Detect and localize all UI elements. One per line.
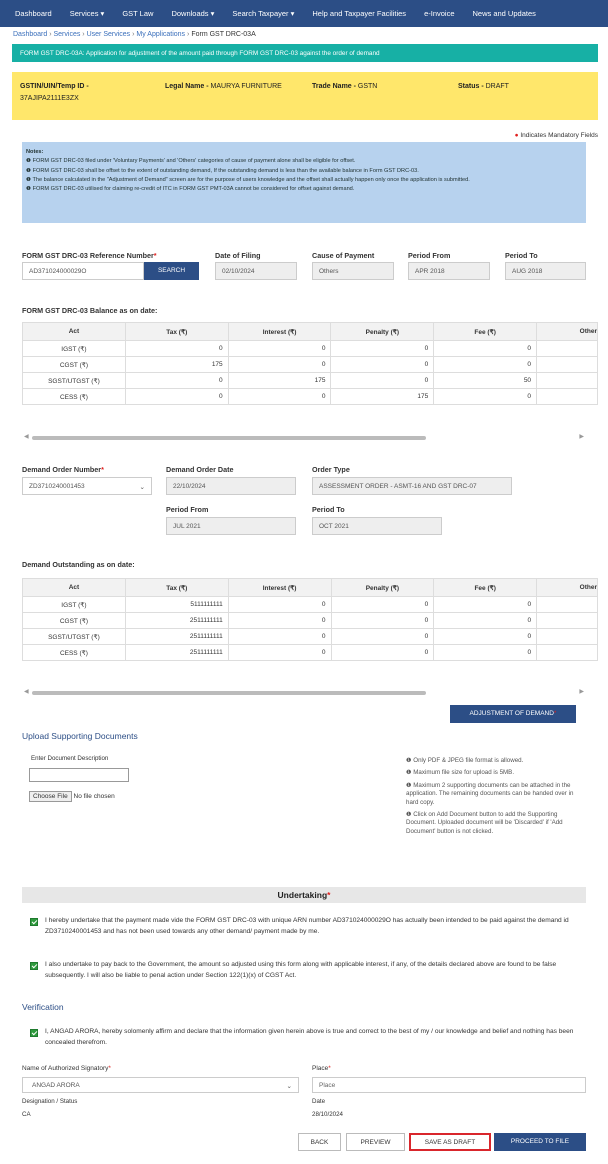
nav-dashboard[interactable]: Dashboard xyxy=(15,9,52,18)
crumb-current: Form GST DRC-03A xyxy=(191,31,256,38)
balance-scrollbar[interactable] xyxy=(22,433,586,441)
undertaking-checkbox-1[interactable] xyxy=(30,918,38,926)
signatory-select[interactable]: ANGAD ARORA ⌄ xyxy=(22,1077,299,1093)
balance-title: FORM GST DRC-03 Balance as on date: xyxy=(22,306,158,315)
signatory-label: Name of Authorized Signatory* xyxy=(22,1065,111,1072)
demand-number-select[interactable]: ZD3710240001453 ⌄ xyxy=(22,477,152,495)
outstanding-title: Demand Outstanding as on date: xyxy=(22,560,135,569)
note-item: ❶ FORM GST DRC-03 utilised for claiming re-credit of ITC in FORM GST PMT-03A cannot be considered for offset against demand. xyxy=(26,186,355,193)
order-type-field: ASSESSMENT ORDER - ASMT-16 AND GST DRC-07 xyxy=(312,477,512,495)
nav-downloads[interactable]: Downloads ▾ xyxy=(171,9,215,18)
demand-period-from-label: Period From xyxy=(166,505,209,514)
undertaking-checkbox-2[interactable] xyxy=(30,962,38,970)
designation-value: CA xyxy=(22,1111,31,1118)
nav-news[interactable]: News and Updates xyxy=(472,9,536,18)
note-item: ❶ FORM GST DRC-03 filed under 'Voluntary Payments' and 'Others' categories of cause of payment alone shall be eligible for offset. xyxy=(26,158,356,165)
adjustment-of-demand-button[interactable]: ADJUSTMENT OF DEMAND* xyxy=(450,705,576,723)
proceed-to-file-button[interactable]: PROCEED TO FILE xyxy=(494,1133,586,1151)
ref-label: FORM GST DRC-03 Reference Number* xyxy=(22,251,157,260)
demand-period-to-label: Period To xyxy=(312,505,345,514)
table-row: IGST (₹) 5111111111 0 0 0 xyxy=(23,597,598,613)
breadcrumb: Dashboard › Services › User Services › My Applications › Form GST DRC-03A xyxy=(13,31,256,38)
period-to-field: AUG 2018 xyxy=(505,262,586,280)
scroll-right-icon: ▶ xyxy=(579,689,584,695)
cause-field: Others xyxy=(312,262,394,280)
save-as-draft-button[interactable]: SAVE AS DRAFT xyxy=(409,1133,491,1151)
gstin-value: 37AJIPA2111E3ZX xyxy=(20,95,79,102)
place-input[interactable]: Place xyxy=(312,1077,586,1093)
verification-title: Verification xyxy=(22,1002,64,1012)
gstin-label: GSTIN/UIN/Temp ID - xyxy=(20,83,89,90)
mandatory-note: ● Indicates Mandatory Fields xyxy=(514,132,598,139)
demand-period-from-field: JUL 2021 xyxy=(166,517,296,535)
undertaking-text-1: I hereby undertake that the payment made vide the FORM GST DRC-03 with unique ARN number AD371024000029O has actually been intended to be paid against the demand id ZD3710240001453 and has not been used towards any other demand/ payment made by me. xyxy=(45,917,569,935)
chevron-down-icon: ⌄ xyxy=(139,484,145,491)
nav-help[interactable]: Help and Taxpayer Facilities xyxy=(312,9,407,18)
crumb-dashboard[interactable]: Dashboard xyxy=(13,31,48,38)
status: Status - DRAFT xyxy=(458,83,509,90)
search-button[interactable]: SEARCH xyxy=(144,262,199,280)
choose-file-button[interactable]: Choose File xyxy=(29,791,72,802)
notes-box: Notes: ❶ FORM GST DRC-03 filed under 'Voluntary Payments' and 'Others' categories of cause of payment alone shall be eligible for offset. ❶ FORM GST DRC-03 shall be offset to the extent of outstanding demand, If the outstanding demand is less than the available balance in Form GST DRC-03. ❶ The balance calculated in the "Adjustment of Demand" screen are for the purpose of users knowledge and the offset shall actually happen only once the application is submitted. ❶ FORM GST DRC-03 utilised for claiming re-credit of ITC in FORM GST PMT-03A cannot be considered for offset against demand. xyxy=(22,142,586,223)
table-row: SGST/UTGST (₹) 0 175 0 50 xyxy=(23,373,598,389)
nav-services[interactable]: Services ▾ xyxy=(69,9,105,18)
taxpayer-info-banner xyxy=(12,72,598,120)
demand-date-field: 22/10/2024 xyxy=(166,477,296,495)
table-row: SGST/UTGST (₹) 2511111111 0 0 0 xyxy=(23,629,598,645)
top-nav xyxy=(0,0,608,27)
cause-label: Cause of Payment xyxy=(312,251,375,260)
nav-search-taxpayer[interactable]: Search Taxpayer ▾ xyxy=(232,9,295,18)
designation-label: Designation / Status xyxy=(22,1098,78,1105)
crumb-user-services[interactable]: User Services xyxy=(86,31,131,38)
table-row: IGST (₹) 0 0 0 0 xyxy=(23,341,598,357)
ref-number-input[interactable]: AD371024000029O xyxy=(22,262,144,280)
period-to-label: Period To xyxy=(505,251,538,260)
table-row: CGST (₹) 175 0 0 0 xyxy=(23,357,598,373)
verification-checkbox[interactable] xyxy=(30,1029,38,1037)
doc-desc-label: Enter Document Description xyxy=(31,755,109,762)
table-row: CESS (₹) 2511111111 0 0 0 xyxy=(23,645,598,661)
scroll-right-icon: ▶ xyxy=(579,434,584,440)
demand-number-label: Demand Order Number* xyxy=(22,465,104,474)
preview-button[interactable]: PREVIEW xyxy=(346,1133,405,1151)
file-chooser: Choose File No file chosen xyxy=(29,793,115,800)
note-item: ❶ FORM GST DRC-03 shall be offset to the extent of outstanding demand, If the outstanding demand is less than the available balance in Form GST DRC-03. xyxy=(26,167,419,174)
note-item: ❶ The balance calculated in the "Adjustment of Demand" screen are for the purpose of users knowledge and the offset shall actually happen only once the application is submitted. xyxy=(26,176,470,183)
verification-text: I, ANGAD ARORA, hereby solomenly affirm and declare that the information given herein above is true and correct to the best of my / our knowledge and belief and nothing has been concealed therefrom. xyxy=(45,1028,574,1046)
undertaking-header: Undertaking* xyxy=(22,887,586,903)
scroll-left-icon: ◀ xyxy=(24,689,29,695)
nav-gst-law[interactable]: GST Law xyxy=(122,9,154,18)
demand-date-label: Demand Order Date xyxy=(166,465,234,474)
demand-period-to-field: OCT 2021 xyxy=(312,517,442,535)
date-of-filing-field: 02/10/2024 xyxy=(215,262,297,280)
scroll-left-icon: ◀ xyxy=(24,434,29,440)
doc-description-input[interactable] xyxy=(29,768,129,782)
outstanding-table: Act Tax (₹) Interest (₹) Penalty (₹) Fee (₹) Other IGST (₹) 5111111111 0 0 0 CGST (₹) 2511111111 0 0 0 SGST/UTGST (₹) 2511111111 0 0 0 CESS (₹) 2511111111 0 0 0 xyxy=(22,578,598,661)
place-label: Place* xyxy=(312,1065,331,1072)
legal-name: Legal Name - MAURYA FURNITURE xyxy=(165,83,282,90)
back-button[interactable]: BACK xyxy=(298,1133,341,1151)
order-type-label: Order Type xyxy=(312,465,350,474)
trade-name: Trade Name - GSTN xyxy=(312,83,378,90)
undertaking-text-2: I also undertake to pay back to the Government, the amount so adjusted using this form along with applicable interest, if any, of the details declared above are found to be false subsequently. I will also be liable to penal action under Section 122(1)(x) of CGST Act. xyxy=(45,961,557,979)
period-from-label: Period From xyxy=(408,251,451,260)
crumb-my-applications[interactable]: My Applications xyxy=(136,31,186,38)
balance-table: Act Tax (₹) Interest (₹) Penalty (₹) Fee (₹) Other IGST (₹) 0 0 0 0 CGST (₹) 175 0 0 0 SGST/UTGST (₹) 0 175 0 50 CESS (₹) 0 0 175 0 xyxy=(22,322,598,405)
upload-title: Upload Supporting Documents xyxy=(22,731,138,741)
crumb-services[interactable]: Services xyxy=(53,31,81,38)
page-title: FORM GST DRC-03A: Application for adjustment of the amount paid through FORM GST DRC-03 against the order of demand xyxy=(12,44,598,62)
table-row: CESS (₹) 0 0 175 0 xyxy=(23,389,598,405)
date-label: Date xyxy=(312,1098,326,1105)
outstanding-scrollbar[interactable] xyxy=(22,688,586,696)
date-value: 28/10/2024 xyxy=(312,1111,343,1118)
table-row: CGST (₹) 2511111111 0 0 0 xyxy=(23,613,598,629)
dof-label: Date of Filing xyxy=(215,251,261,260)
upload-hints: ❶ Only PDF & JPEG file format is allowed. ❶ Maximum file size for upload is 5MB. ❶ Maximum 2 supporting documents can be attached in the application. The remaining documents can be handed over in hard copy. ❶ Click on Add Document button to add the Supporting Document. Uploaded document will be 'Discarded' if 'Add Document' button is not clicked. xyxy=(406,757,574,835)
chevron-down-icon: ⌄ xyxy=(286,1083,292,1090)
period-from-field: APR 2018 xyxy=(408,262,490,280)
nav-einvoice[interactable]: e-Invoice xyxy=(424,9,455,18)
